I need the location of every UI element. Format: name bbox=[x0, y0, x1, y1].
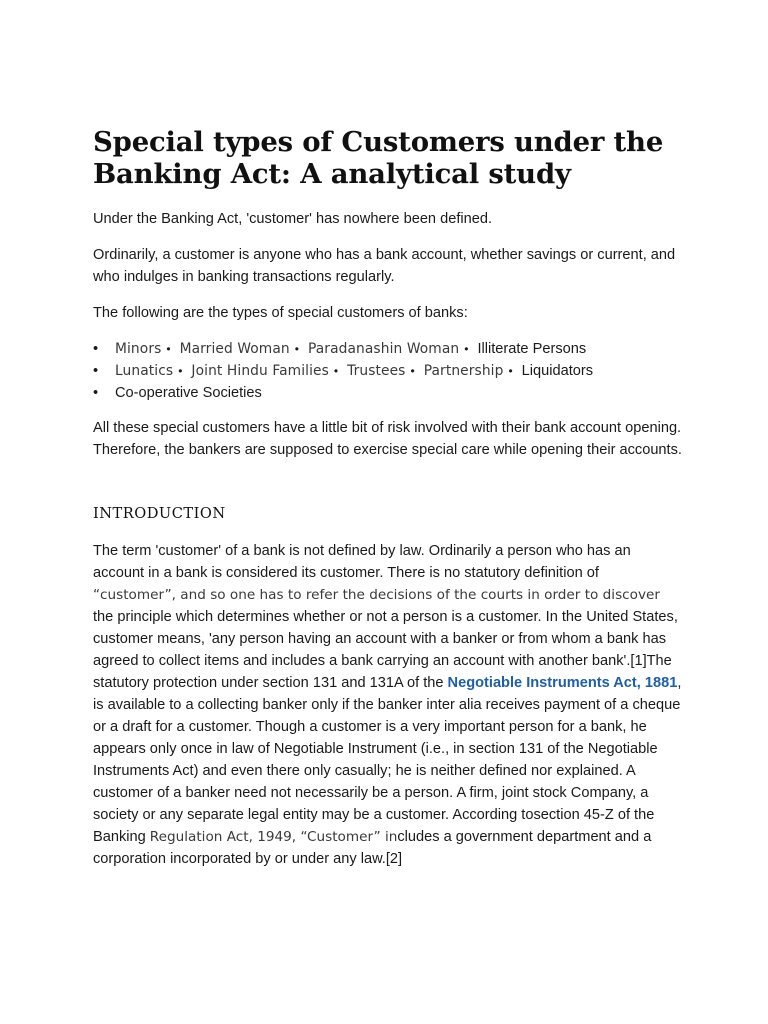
intro-text-3: the principle which determines whether or not a person is a customer. In the United States, customer means, 'any person having an account with a banker or from whom a bank has agreed to collect items and includes a bank carrying an account with another bank'.[1]The statutory protection under section 131 and 131A of the bbox=[93, 609, 678, 691]
list-item-married-woman: Married Woman bbox=[179, 341, 290, 357]
bullet-icon: • bbox=[93, 385, 99, 401]
list-item-minors: Minors bbox=[115, 341, 162, 357]
list-item bbox=[93, 360, 683, 382]
document-page bbox=[93, 126, 683, 884]
page-title: Special types of Customers under the Banking Act: A analytical study bbox=[93, 126, 664, 190]
bullet-icon: • bbox=[178, 364, 183, 378]
bullet-icon: • bbox=[410, 364, 415, 378]
intro-text-6: cludes a government department and a corporation incorporated by or under any law.[2] bbox=[93, 829, 652, 867]
bullet-icon: • bbox=[294, 342, 299, 356]
list-item-liquidators: Liquidators bbox=[521, 363, 594, 379]
intro-text-1: The term 'customer' of a bank is not defined by law. Ordinarily a person who has an account in a bank is considered its customer. There is no statutory definition of bbox=[93, 543, 631, 581]
paragraph-introduction bbox=[93, 540, 683, 870]
list-item-partnership: Partnership bbox=[423, 363, 504, 379]
list-item-paradanashin-woman: Paradanashin Woman bbox=[307, 341, 460, 357]
list-item-lunatics: Lunatics bbox=[115, 363, 174, 379]
bullet-icon: • bbox=[464, 342, 469, 356]
bullet-icon: • bbox=[166, 342, 171, 356]
paragraph-risk: All these special customers have a little bit of risk involved with their bank account opening. Therefore, the bankers are supposed to exercise special care while opening their accounts. bbox=[93, 420, 682, 458]
list-item-trustees: Trustees bbox=[347, 363, 406, 379]
paragraph-definition: Under the Banking Act, 'customer' has nowhere been defined. bbox=[93, 211, 493, 227]
negotiable-instruments-act-link[interactable]: Negotiable Instruments Act, 1881 bbox=[447, 675, 678, 691]
list-item-joint-hindu-families: Joint Hindu Families bbox=[191, 363, 329, 379]
bullet-icon: • bbox=[508, 364, 513, 378]
section-heading-introduction: INTRODUCTION bbox=[93, 505, 226, 522]
bullet-icon: • bbox=[333, 364, 339, 378]
list-item-illiterate-persons: Illiterate Persons bbox=[477, 341, 587, 357]
special-customers-list bbox=[93, 338, 683, 404]
paragraph-types-intro: The following are the types of special customers of banks: bbox=[93, 305, 468, 321]
intro-text-4: , is available to a collecting banker only if the banker inter alia receives payment of a cheque or a draft for a customer. Though a customer is a very important person for a bank, he appears only once in law of Negotiable Instrument (i.e., in section 131 of the Negotiable Instruments Act) and even there only casually; he is neither defined nor explained. A customer of a banker need not necessarily be a person. A firm, joint stock Company, a society or any separate legal entity may be a customer. According tosection 45-Z of the Banking bbox=[93, 675, 682, 845]
list-item bbox=[93, 338, 683, 360]
list-item-co-operative-societies: Co-operative Societies bbox=[115, 385, 262, 401]
paragraph-ordinary-customer: Ordinarily, a customer is anyone who has a bank account, whether savings or current, and who indulges in banking transactions regularly. bbox=[93, 247, 676, 285]
intro-text-5: Regulation Act, 1949, “Customer” in bbox=[149, 829, 398, 845]
bullet-icon: • bbox=[93, 341, 99, 357]
intro-text-2: “customer”, and so one has to refer the decisions of the courts in order to discover bbox=[93, 587, 660, 603]
list-item bbox=[93, 382, 683, 404]
bullet-icon: • bbox=[93, 363, 99, 379]
